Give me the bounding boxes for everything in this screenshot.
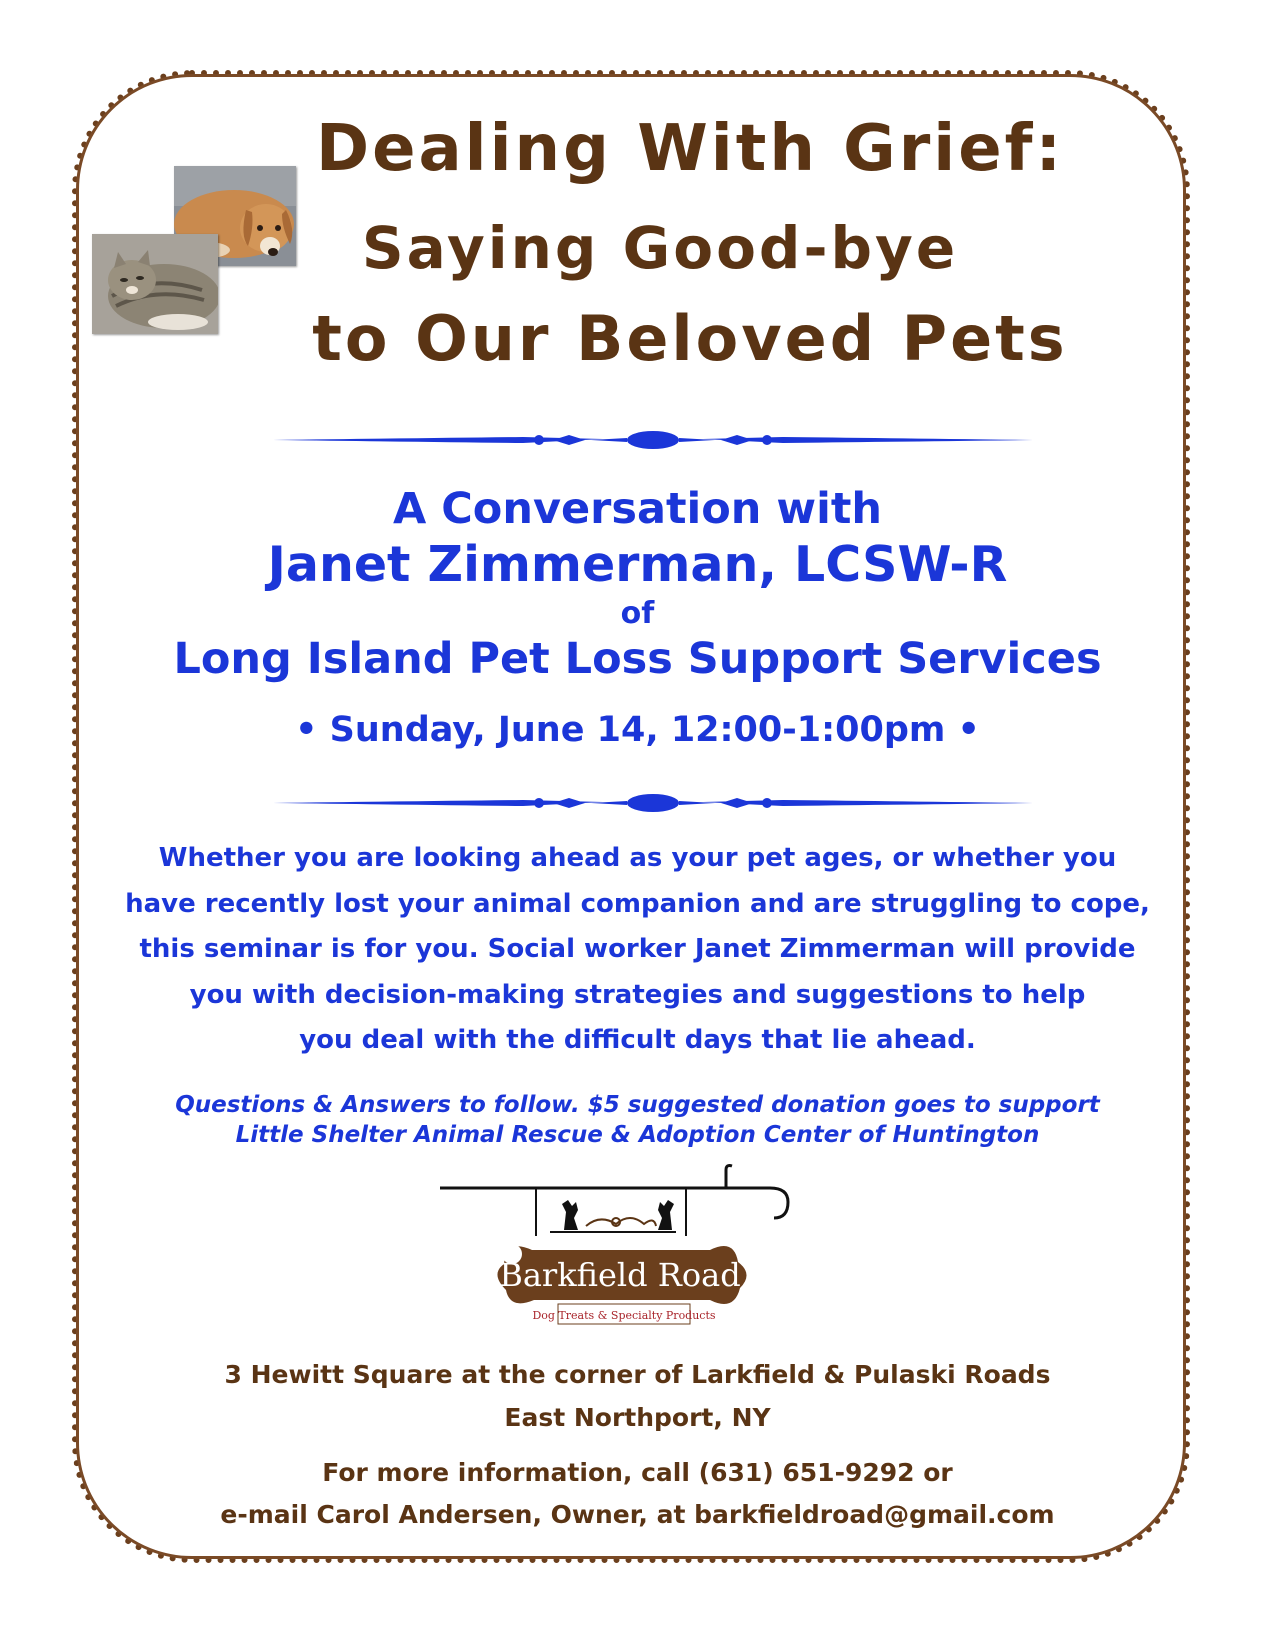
speaker-organization: Long Island Pet Loss Support Services — [173, 634, 1102, 684]
speaker-name: Janet Zimmerman, LCSW-R — [267, 536, 1008, 593]
description-line: you deal with the difficult days that lie ahead. — [299, 1025, 976, 1055]
pet-photos — [92, 166, 304, 338]
description-line: this seminar is for you. Social worker Janet Zimmerman will provide — [139, 934, 1136, 964]
speaker-of: of — [620, 596, 655, 631]
conversation-intro: A Conversation with — [392, 484, 883, 534]
event-description — [60, 836, 1215, 1064]
logo-tagline: Dog Treats & Specialty Products — [532, 1309, 716, 1322]
title-line-3: to Our Beloved Pets — [312, 302, 1068, 375]
title-line-2: Saying Good-bye — [361, 214, 959, 282]
cat-photo — [92, 234, 218, 334]
logo-name: Barkfield Road — [499, 1256, 741, 1294]
address-line-2: East Northport, NY — [504, 1403, 771, 1432]
donation-note-line-1: Questions & Answers to follow. $5 suggested donation goes to support — [175, 1092, 1100, 1118]
flourish-divider — [273, 425, 1033, 455]
description-line: Whether you are looking ahead as your pet ages, or whether you — [158, 843, 1117, 873]
event-date-time: • Sunday, June 14, 12:00-1:00pm • — [295, 710, 980, 750]
description-line: you with decision-making strategies and suggestions to help — [189, 979, 1086, 1010]
title-line-1: Dealing With Grief: — [315, 112, 1065, 186]
address-line-1: 3 Hewitt Square at the corner of Larkfield & Pulaski Roads — [224, 1360, 1051, 1389]
barkfield-road-logo — [440, 1164, 820, 1334]
donation-note-line-2: Little Shelter Animal Rescue & Adoption Center of Huntington — [235, 1122, 1040, 1148]
contact-line-2: e-mail Carol Andersen, Owner, at barkfieldroad@gmail.com — [220, 1500, 1055, 1529]
description-line: have recently lost your animal companion and are struggling to cope, — [125, 888, 1150, 919]
contact-line-1: For more information, call (631) 651-9292 or — [322, 1458, 953, 1487]
flourish-divider — [273, 788, 1033, 818]
